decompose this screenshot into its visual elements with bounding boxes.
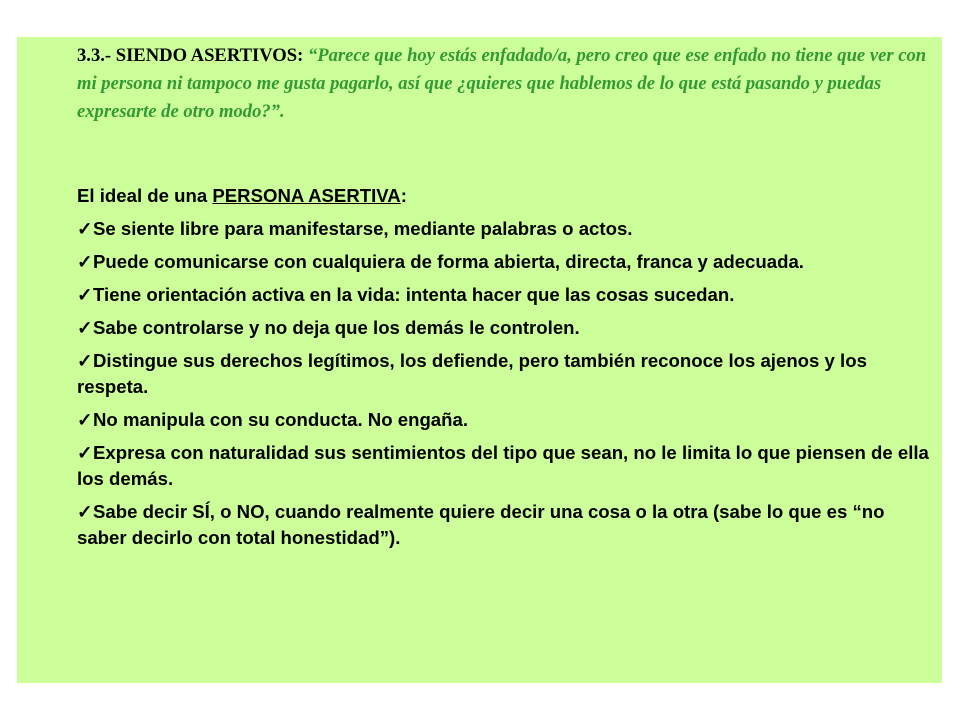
list-item (77, 249, 939, 275)
list-item (77, 315, 939, 341)
list-item-text: Se siente libre para manifestarse, mediante palabras o actos. (93, 218, 633, 239)
ideal-title-suffix: : (400, 185, 407, 206)
check-icon: ✓ (77, 218, 93, 239)
check-icon: ✓ (77, 284, 93, 305)
example-quote: “Parece que hoy estás enfadado/a, pero creo que ese enfado no tiene que ver con mi persona ni tampoco me gusta pagarlo, así que ¿quieres que hablemos de lo que está pasando y puedas expresarte de otro modo?”. (77, 45, 927, 122)
list-item (77, 348, 939, 400)
check-icon: ✓ (77, 501, 93, 522)
ideal-section (77, 183, 939, 558)
list-item-text: Tiene orientación activa en la vida: intenta hacer que las cosas sucedan. (93, 284, 735, 305)
list-item (77, 440, 939, 492)
list-item-text: Sabe decir SÍ, o NO, cuando realmente quiere decir una cosa o la otra (sabe lo que es “no saber decirlo con total honestidad”). (77, 501, 885, 548)
list-item-text: Distingue sus derechos legítimos, los defiende, pero también reconoce los ajenos y los respeta. (77, 350, 867, 397)
check-icon: ✓ (77, 317, 93, 338)
list-item-text: Puede comunicarse con cualquiera de forma abierta, directa, franca y adecuada. (93, 251, 804, 272)
intro-paragraph (77, 42, 939, 126)
ideal-title-prefix: El ideal de una (77, 185, 213, 206)
list-item-text: Sabe controlarse y no deja que los demás le controlen. (93, 317, 580, 338)
list-item (77, 216, 939, 242)
check-icon: ✓ (77, 350, 93, 371)
check-icon: ✓ (77, 409, 93, 430)
list-item-text: No manipula con su conducta. No engaña. (93, 409, 469, 430)
section-heading: 3.3.- SIENDO ASERTIVOS: (77, 45, 304, 66)
list-item (77, 407, 939, 433)
list-item-text: Expresa con naturalidad sus sentimientos del tipo que sean, no le limita lo que piensen de ella los demás. (77, 442, 929, 489)
ideal-list (77, 216, 939, 551)
check-icon: ✓ (77, 442, 93, 463)
ideal-title (77, 183, 939, 209)
list-item (77, 282, 939, 308)
slide-panel (17, 37, 942, 683)
check-icon: ✓ (77, 251, 93, 272)
ideal-title-highlight: PERSONA ASERTIVA (212, 185, 401, 206)
list-item (77, 499, 939, 551)
